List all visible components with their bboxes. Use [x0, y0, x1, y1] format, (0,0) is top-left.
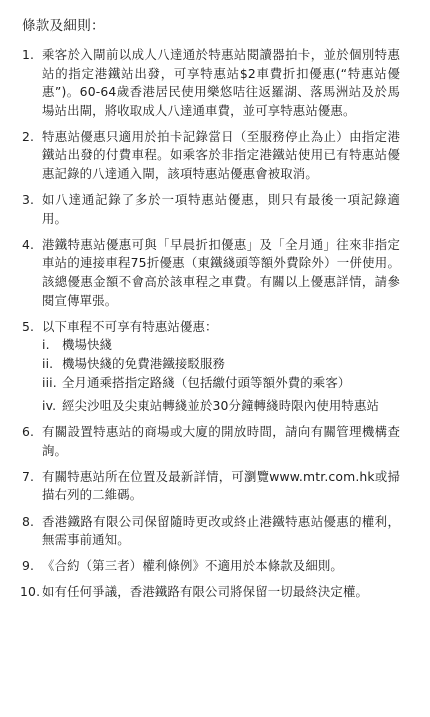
term-item-1 — [22, 46, 400, 120]
term-text: 如八達通記錄了多於一項特惠站優惠，則只有最後一項記錄適用。 — [42, 192, 400, 226]
terms-list — [22, 46, 400, 602]
term-text: 有關設置特惠站的商場或大廈的開放時間，請向有關管理機構查詢。 — [42, 424, 400, 458]
term-text: 香港鐵路有限公司保留隨時更改或終止港鐵特惠站優惠的權利，無需事前通知。 — [42, 513, 400, 548]
term-text: 如有任何爭議，香港鐵路有限公司將保留一切最終決定權。 — [42, 584, 369, 600]
subitem-text: 機場快綫的免費港鐵接駁服務 — [62, 355, 226, 371]
term-number: 9. — [22, 558, 35, 574]
term-number: 3. — [22, 192, 35, 208]
term-subitem-ii — [42, 355, 400, 374]
term-subitem-iv — [42, 397, 400, 416]
term-text: 《合約（第三者）權利條例》不適用於本條款及細則。 — [42, 558, 343, 574]
term-item-9 — [22, 557, 400, 576]
term-item-5 — [22, 318, 400, 416]
term-subitem-i — [42, 336, 400, 355]
term-item-8 — [22, 513, 400, 550]
term-sublist — [42, 336, 400, 415]
term-text: 有關特惠站所在位置及最新詳情，可瀏覽www.mtr.com.hk或掃描右列的二維碼。 — [42, 468, 400, 503]
subitem-number: iv. — [42, 398, 57, 414]
term-text: 乘客於入閘前以成人八達通於特惠站閱讀器拍卡，並於個別特惠站的指定港鐵站出發，可享特惠站$2車費折扣優惠(“特惠站優惠”)。60-64歲香港居民使用樂悠咭往返羅湖、落馬洲站及於馬場站出閘，將收取成人八達通車費，並可享特惠站優惠。 — [42, 47, 400, 118]
term-number: 7. — [22, 468, 35, 484]
subitem-text: 機場快綫 — [62, 337, 113, 353]
term-item-6 — [22, 423, 400, 460]
term-number: 8. — [22, 513, 35, 529]
term-number: 5. — [22, 318, 35, 334]
term-text: 港鐵特惠站優惠可與「早晨折扣優惠」及「全月通」往來非指定車站的連接車程75折優惠（東鐵綫頭等額外費除外）一併使用。該總優惠金額不會高於該車程之車費。有關以上優惠詳情，請參閱宣傳單張。 — [42, 236, 400, 308]
subitem-text: 經尖沙咀及尖東站轉綫並於30分鐘轉綫時限內使用特惠站 — [62, 398, 380, 414]
term-number: 10. — [20, 584, 41, 600]
term-number: 1. — [22, 47, 35, 62]
term-item-4 — [22, 236, 400, 310]
subitem-number: iii. — [42, 374, 57, 390]
subitem-number: ii. — [42, 355, 54, 371]
terms-title: 條款及細則： — [22, 18, 105, 34]
term-text: 特惠站優惠只適用於拍卡記錄當日（至服務停止為止）由指定港鐵站出發的付費車程。如乘客於非指定港鐵站使用已有特惠站優惠記錄的八達通入閘，該項特惠站優惠會被取消。 — [42, 128, 400, 182]
subitem-number: i. — [42, 337, 50, 353]
term-item-10 — [22, 583, 400, 602]
term-item-3 — [22, 191, 400, 228]
term-item-7 — [22, 468, 400, 505]
term-text: 以下車程不可享有特惠站優惠： — [42, 318, 218, 334]
term-subitem-iii — [42, 374, 400, 393]
subitem-text: 全月通乘搭指定路綫（包括繳付頭等額外費的乘客） — [62, 374, 351, 390]
term-number: 6. — [22, 424, 35, 440]
term-number: 4. — [22, 236, 35, 252]
term-item-2 — [22, 128, 400, 184]
term-number: 2. — [22, 128, 35, 144]
